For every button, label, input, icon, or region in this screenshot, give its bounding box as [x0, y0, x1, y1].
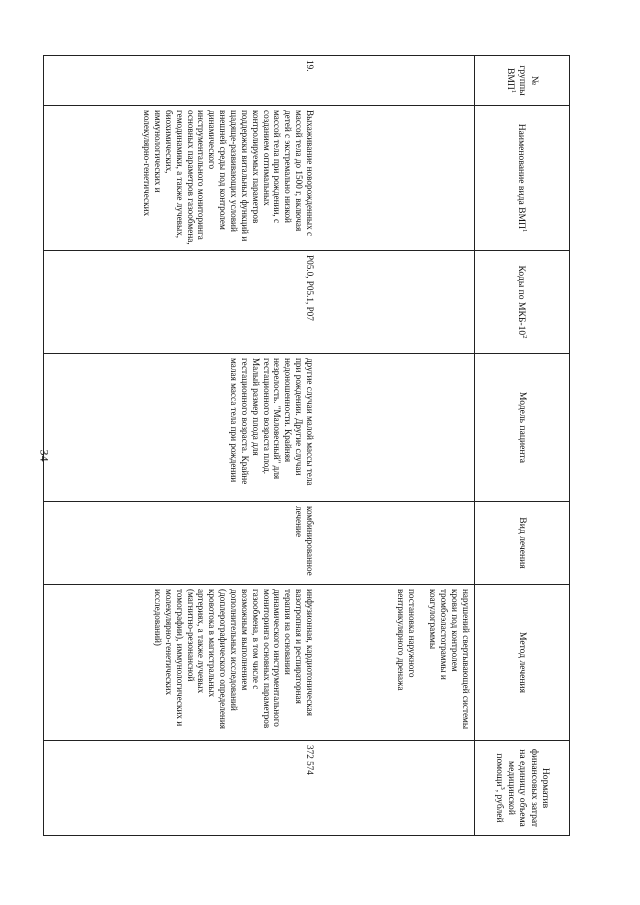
header-patient-model: Модель пациента: [475, 354, 570, 502]
header-norm: Норматив финансовых затрат на единицу объема медицинской помощи$^3$, рублей: [475, 741, 570, 836]
table-header-row: [475, 56, 570, 836]
cell-icd-codes: [318, 251, 475, 354]
table-row: [44, 56, 318, 836]
cell-patient-model: другие случаи малой массы тела при рождении. Другие случаи недоношенности. Крайняя незрелость. "Маловесный" для гестационного возраста плод. Малый размер плода для гестационного возраста. Крайне малая масса тела при рождении: [44, 354, 318, 502]
header-treatment-method: Метод лечения: [475, 585, 570, 741]
cell-group-no: [318, 56, 475, 106]
table-bottom-border: [44, 56, 45, 836]
vmp-table-sheet: [60, 55, 570, 835]
header-treatment-type: Вид лечения: [475, 502, 570, 585]
cell-norm: 372 574: [44, 741, 318, 836]
cell-treatment-type: [318, 502, 475, 585]
header-vmp-name: Наименование вида ВМП$^1$: [475, 106, 570, 251]
table-row-continuation: [318, 56, 475, 836]
page-number: 34: [37, 449, 52, 462]
cell-group-no: 19.: [44, 56, 318, 106]
cell-treatment-method: инфузионная, кардиотоническая вазотропная и респираторная терапия на основании динамического инструментального мониторинга основных параметров газообмена, в том числе с возможным выполнением дополнительных исследований (доплерографического определения кровотока в магистральных артериях, а также лучевых (магнитно-резонансной томографии), иммунологических и молекулярно-генетических исследований): [44, 585, 318, 741]
header-icd-codes: Коды по МКБ-$10^2$: [475, 251, 570, 354]
cell-treatment-type: комбинированное лечение: [44, 502, 318, 585]
cell-norm: [318, 741, 475, 836]
cell-treatment-method: нарушений свертывающей системы крови под контролем тромбоэластограммы и коагулограммы постановка наружного вентрикулярного дренажа: [318, 585, 475, 741]
cell-icd-codes: P05.0, P05.1, P07: [44, 251, 318, 354]
cell-vmp-name: Выхаживание новорожденных с массой тела до 1500 г, включая детей с экстремально низкой массой тела при рождении, с созданием оптимальных контролируемых параметров поддержки витальных функций и щадяще-развивающих условий внешней среды под контролем динамического инструментального мониторинга основных параметров газообмена, гемодинамики, а также лучевых, биохимических, иммунологических и молекулярно-генетических: [44, 106, 318, 251]
cell-vmp-name: [318, 106, 475, 251]
header-group-no: № группы ВМП$^1$: [475, 56, 570, 106]
vmp-table: [43, 55, 570, 836]
cell-patient-model: [318, 354, 475, 502]
